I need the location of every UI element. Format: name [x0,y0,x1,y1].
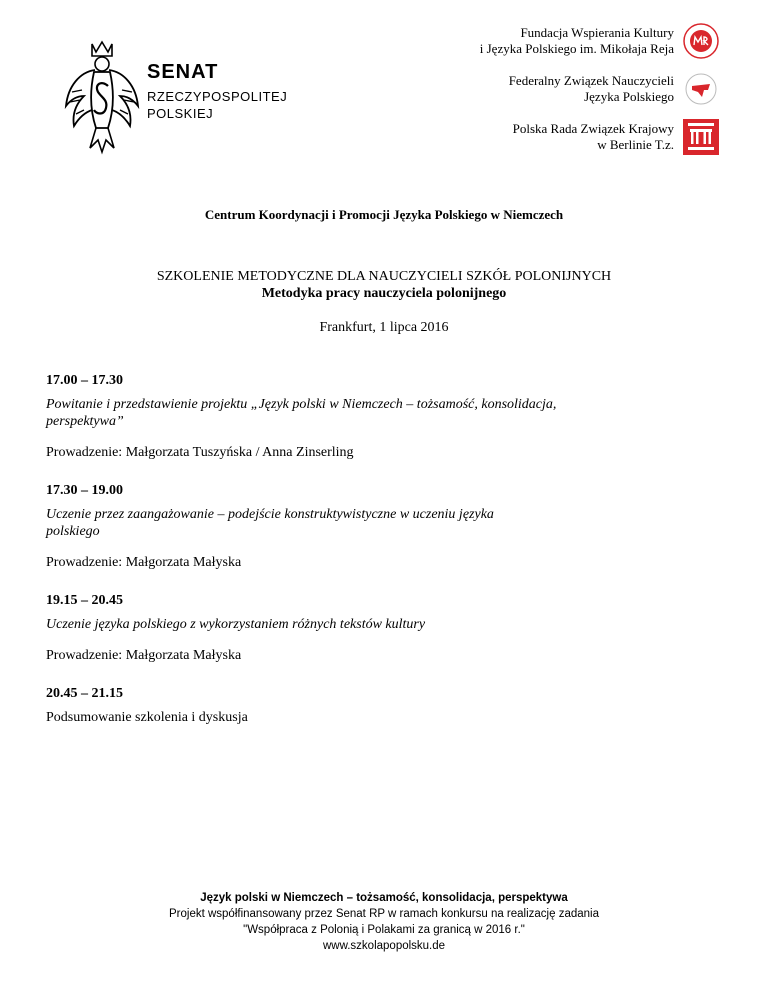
partner-rej-foundation [390,22,720,60]
partner-name-line1: Fundacja Wspierania Kultury [520,25,674,40]
training-heading [0,268,768,302]
session-time: 17.00 – 17.30 [46,373,123,388]
footer-website-link[interactable]: www.szkolapopolsku.de [322,940,446,952]
partner-name-line2: w Berlinie T.z. [597,137,674,152]
agenda [46,372,726,747]
senat-subtitle-line2: POLSKIEJ [147,106,214,121]
session-title: Uczenie przez zaangażowanie – podejście konstruktywistyczne w uczeniu języka polskiego [46,507,494,539]
senat-eagle-logo [62,40,142,158]
senat-title: SENAT [147,61,219,83]
senat-subtitle-line1: RZECZYPOSPOLITEJ [147,89,288,104]
federation-logo-icon [682,70,720,108]
footer-funding-programme: "Współpraca z Polonią i Polakami za granicą w 2016 r." [243,924,525,936]
session-time: 19.15 – 20.45 [46,593,123,608]
partner-polish-council-berlin [390,118,720,156]
agenda-session [46,685,726,727]
brandenburg-gate-logo-icon [682,118,720,156]
training-title: SZKOLENIE METODYCZNE DLA NAUCZYCIELI SZKÓŁ POLONIJNYCH [156,269,612,284]
partner-name-line1: Polska Rada Związek Krajowy [512,121,674,136]
agenda-session [46,592,726,665]
partner-name-line2: i Języka Polskiego im. Mikołaja Reja [479,41,674,56]
session-title: Uczenie języka polskiego z wykorzystaniem różnych tekstów kultury [46,617,426,632]
session-time: 17.30 – 19.00 [46,483,123,498]
partner-list [390,22,720,166]
agenda-session [46,372,726,462]
senat-wordmark [147,60,287,122]
session-title: Powitanie i przedstawienie projektu „Język polski w Niemczech – tożsamość, konsolidacja, perspektywa” [46,397,557,429]
session-time: 20.45 – 21.15 [46,686,123,701]
session-lead: Podsumowanie szkolenia i dyskusja [46,710,248,725]
agenda-session [46,482,726,572]
partner-teachers-federation [390,70,720,108]
mr-circle-logo-icon [682,22,720,60]
centre-name: Centrum Koordynacji i Promocji Języka Polskiego w Niemczech [204,207,564,222]
session-lead: Prowadzenie: Małgorzata Małyska [46,648,242,663]
footer-project-name: Język polski w Niemczech – tożsamość, konsolidacja, perspektywa [200,892,568,904]
partner-name-line1: Federalny Związek Nauczycieli [508,73,674,88]
date-line: Frankfurt, 1 lipca 2016 [319,320,449,335]
session-lead: Prowadzenie: Małgorzata Tuszyńska / Anna Zinserling [46,445,354,460]
training-subtitle: Metodyka pracy nauczyciela polonijnego [261,286,507,301]
footer-funding-note: Projekt współfinansowany przez Senat RP w ramach konkursu na realizację zadania [169,908,599,920]
footer [0,890,768,954]
session-lead: Prowadzenie: Małgorzata Małyska [46,555,242,570]
partner-name-line2: Języka Polskiego [584,89,674,104]
